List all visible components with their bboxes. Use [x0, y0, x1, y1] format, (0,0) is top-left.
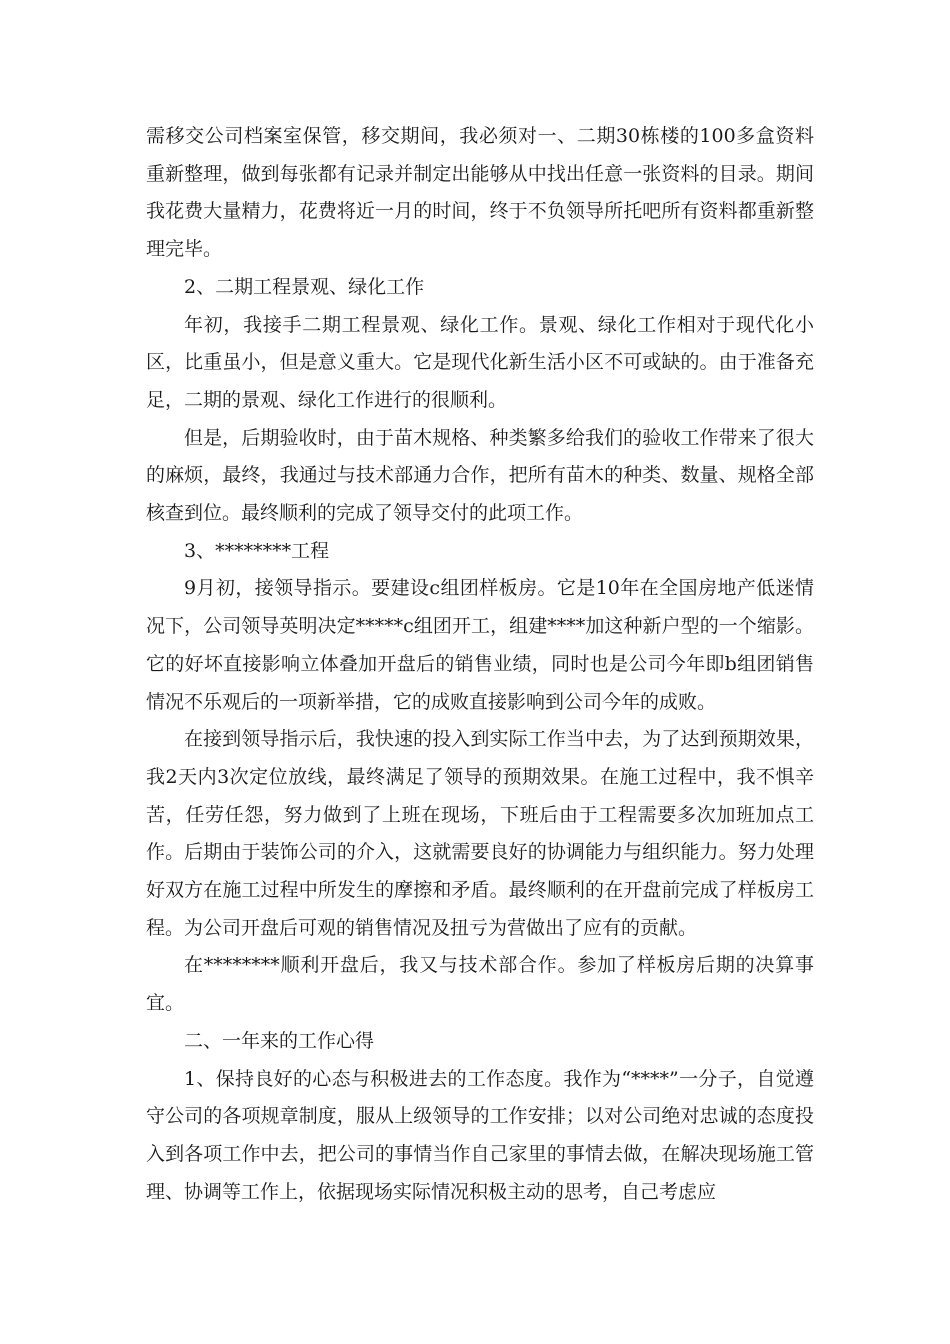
paragraph-acceptance-check: 但是，后期验收时，由于苗木规格、种类繁多给我们的验收工作带来了很大的麻烦，最终，我通过与技术部通力合作，把所有苗木的种类、数量、规格全部核查到位。最终顺利的完成了领导交付的此项工作。 [146, 426, 814, 525]
paragraph-archive-reorganization: 需移交公司档案室保管，移交期间，我必须对一、二期30栋楼的100多盒资料重新整理，做到每张都有记录并制定出能够从中找出任意一张资料的目录。期间我花费大量精力，花费将近一月的时间，终于不负领导所托吧所有资料都重新整理完毕。 [146, 125, 814, 261]
paragraph-attitude: 1、保持良好的心态与积极进去的工作态度。我作为“****”一分子，自觉遵守公司的各项规章制度，服从上级领导的工作安排；以对公司绝对忠诚的态度投入到各项工作中去，把公司的事情当作自己家里的事情去做，在解决现场施工管理、协调等工作上，依据现场实际情况积极主动的思考，自己考虑应 [146, 1067, 814, 1203]
paragraph-settlement: 在********顺利开盘后，我又与技术部合作。参加了样板房后期的决算事宜。 [146, 954, 814, 1015]
heading-project-3: 3、********工程 [184, 539, 330, 562]
paragraph-landscape-work: 年初，我接手二期工程景观、绿化工作。景观、绿化工作相对于现代化小区，比重虽小，但是意义重大。它是现代化新生活小区不可或缺的。由于准备充足，二期的景观、绿化工作进行的很顺利。 [146, 313, 814, 411]
heading-work-experience: 二、一年来的工作心得 [184, 1029, 375, 1052]
paragraph-show-house: 9月初，接领导指示。要建设c组团样板房。它是10年在全国房地产低迷情况下，公司领导英明决定*****c组团开工，组建****加这种新户型的一个缩影。它的好坏直接影响立体叠加开盘后的销售业绩，同时也是公司今年即b组团销售情况不乐观后的一项新举措，它的成败直接影响到公司今年的成败。 [146, 577, 814, 713]
paragraph-construction-process: 在接到领导指示后，我快速的投入到实际工作当中去，为了达到预期效果，我2天内3次定位放线，最终满足了领导的预期效果。在施工过程中，我不惧辛苦，任劳任怨，努力做到了上班在现场，下班后由于工程需要多次加班加点工作。后期由于装饰公司的介入，这就需要良好的协调能力与组织能力。努力处理好双方在施工过程中所发生的摩擦和矛盾。最终顺利的在开盘前完成了样板房工程。为公司开盘后可观的销售情况及扭亏为营做出了应有的贡献。 [146, 728, 814, 939]
heading-landscape-greening: 2、二期工程景观、绿化工作 [184, 275, 425, 298]
document-body [146, 118, 814, 1211]
